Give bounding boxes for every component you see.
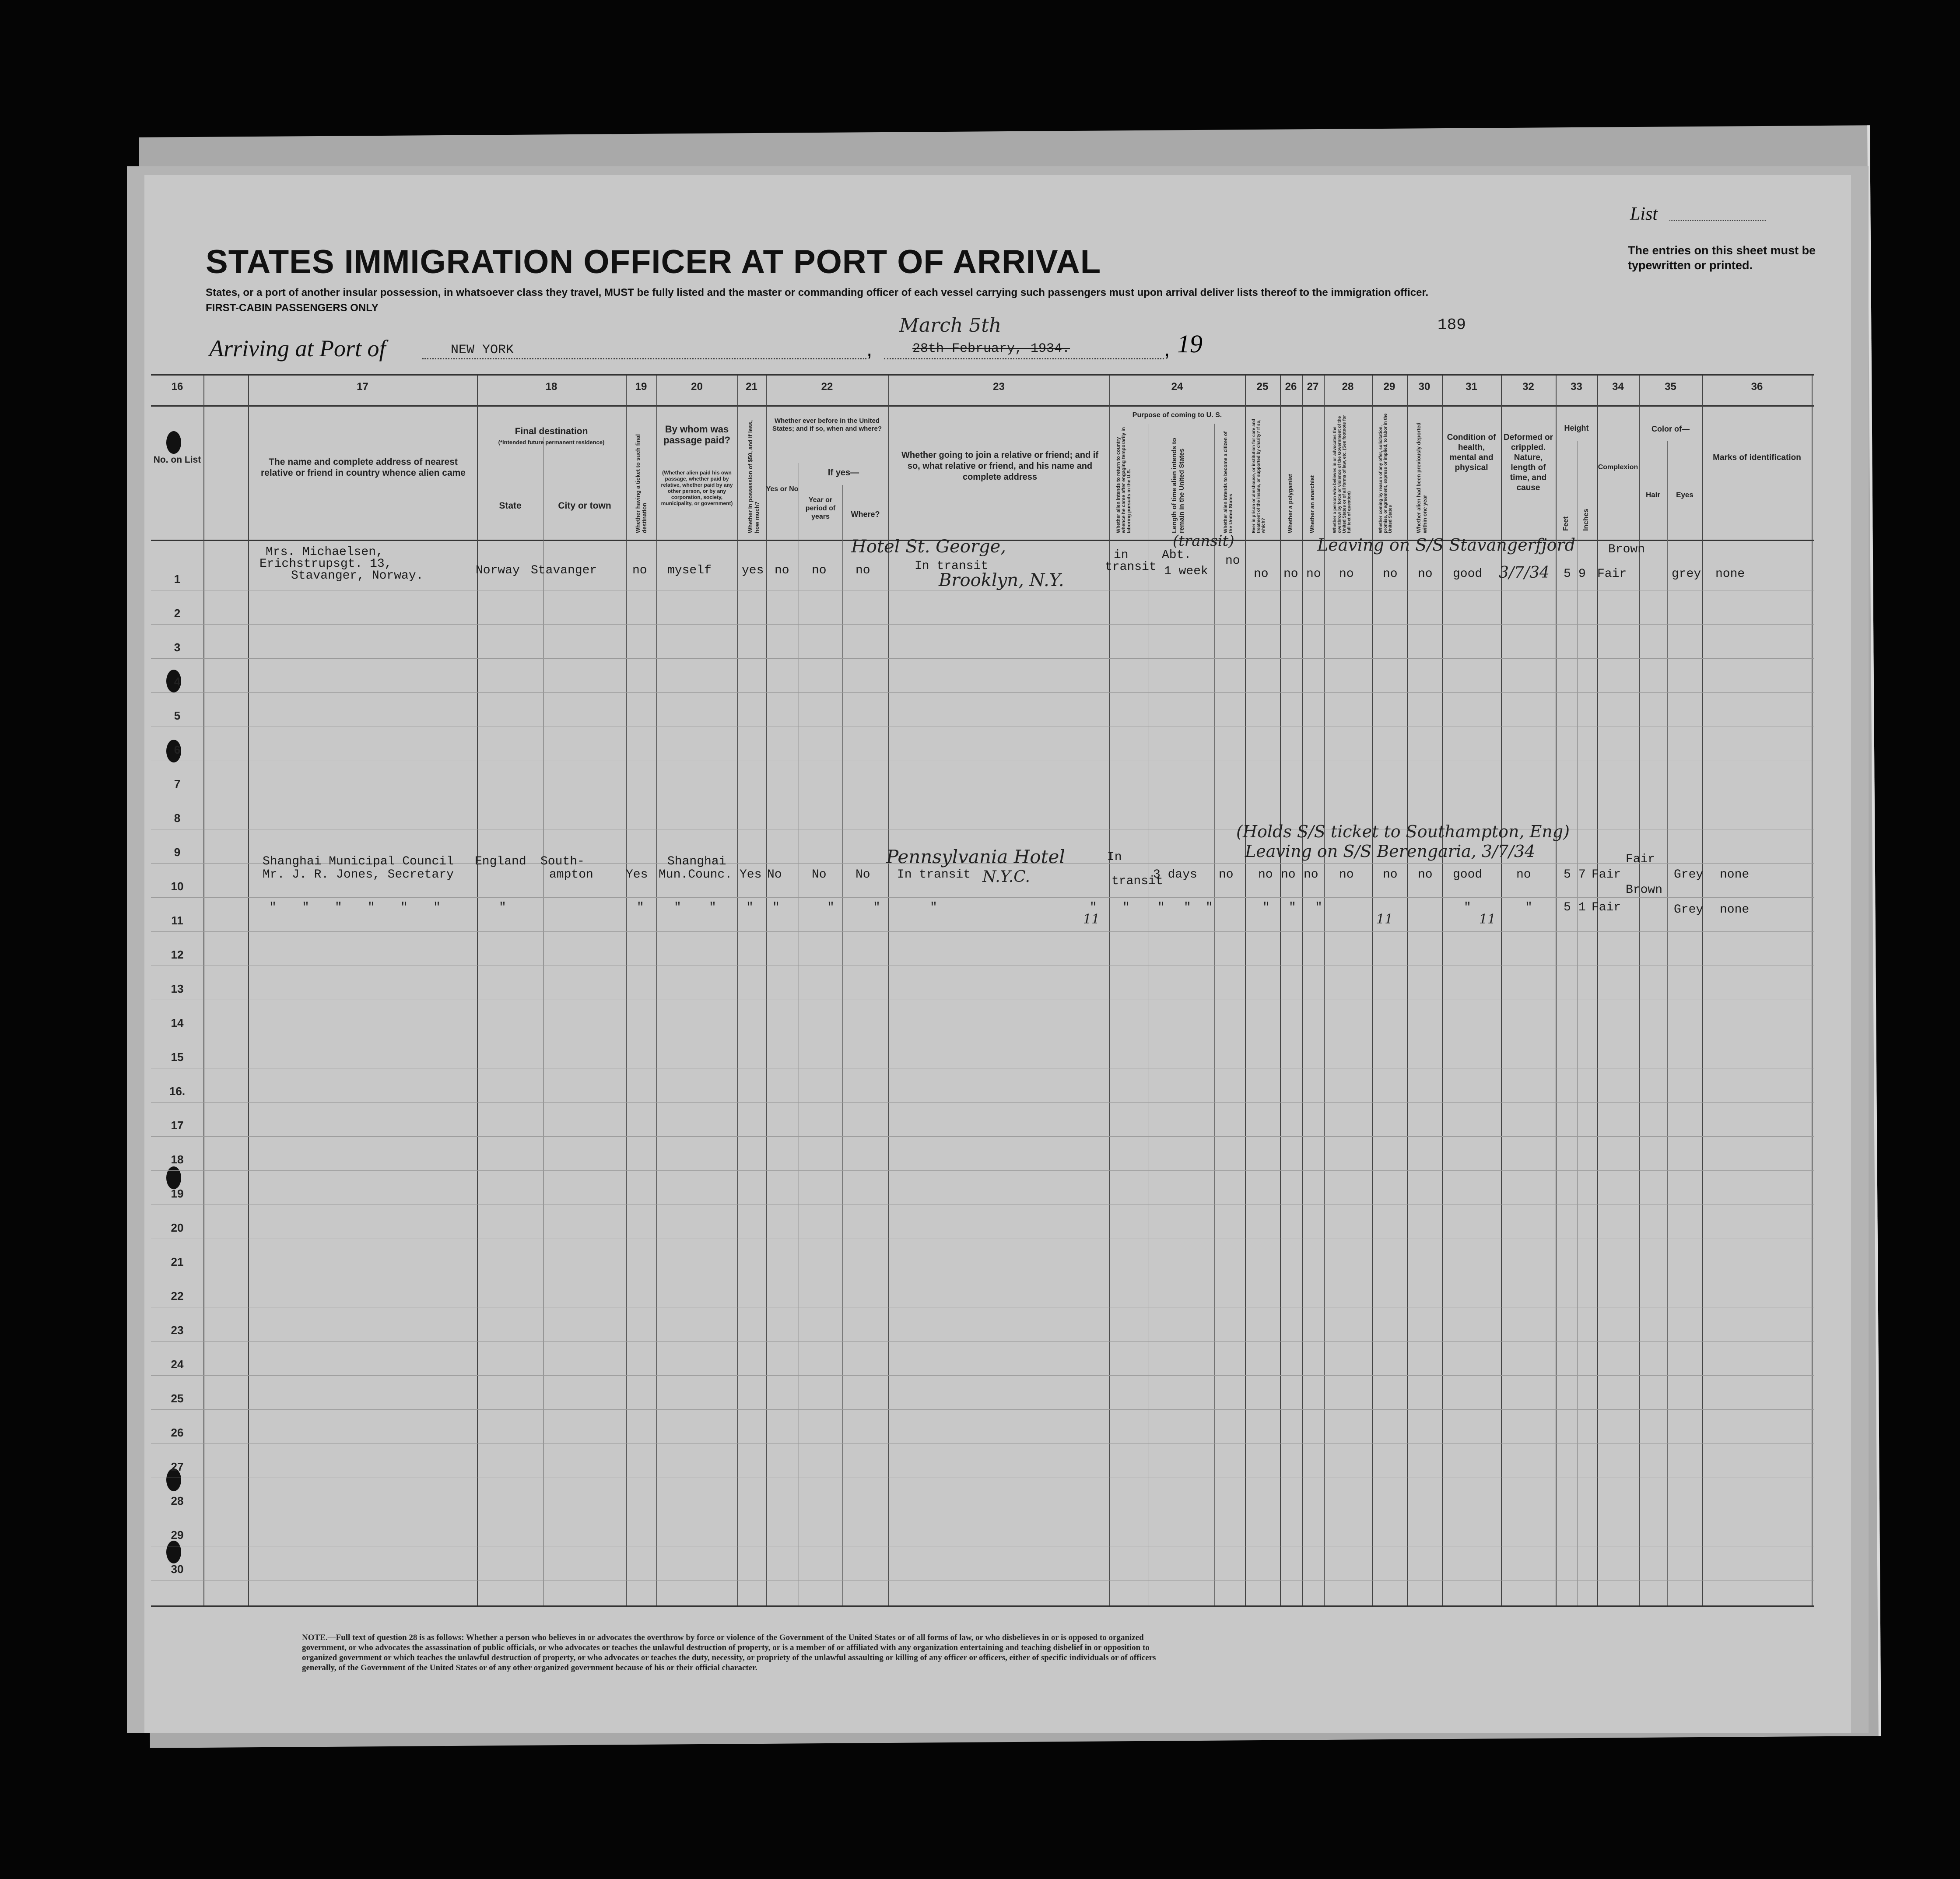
row-number: 25 [171, 1392, 184, 1405]
row-number: 4 [174, 675, 181, 688]
row11-eyes: Grey [1674, 903, 1704, 917]
row-number: 10 [171, 880, 184, 893]
row1-join: In transit [915, 559, 989, 573]
row1-marks: none [1715, 567, 1745, 581]
row-line [151, 624, 1814, 625]
header-anarchist: Whether an anarchist [1309, 475, 1315, 533]
row9-city: South- [540, 855, 585, 868]
column-number: 34 [1612, 381, 1624, 393]
row10-passage-paid: Mun.Counc. [659, 868, 733, 882]
row-number: 1 [174, 572, 181, 586]
column-number: 31 [1466, 381, 1477, 393]
column-number: 35 [1665, 381, 1676, 393]
row1-money: yes [742, 564, 764, 577]
row1-passage-paid: myself [667, 564, 712, 577]
header-prison: Ever in prison or almshouse, or institution for care and treatment of the insane, or supported by charity? If so, which? [1252, 418, 1266, 533]
ditto-mark: " [709, 901, 716, 914]
ditto-mark: " [637, 901, 644, 914]
row-number: 9 [174, 846, 181, 859]
row1-state: Norway [476, 564, 520, 577]
column-number: 21 [746, 381, 757, 393]
row1-purpose-a2: transit [1105, 560, 1157, 574]
ditto-mark: " [400, 901, 408, 914]
row1-q30: no [1418, 567, 1433, 581]
row1-purpose-b-hand: (transit) [1173, 532, 1234, 550]
row1-complexion: Fair [1597, 567, 1627, 581]
ditto-mark: " [1315, 901, 1322, 914]
row-number: 18 [171, 1153, 184, 1166]
column-number: 16 [171, 381, 183, 393]
header-if-yes: If yes— [827, 468, 859, 478]
row10-q30: no [1418, 868, 1433, 882]
header-q29: Whether coming by reason of any offer, solicitation, promise, or agreement, express or implied, to labor in the United States [1378, 413, 1393, 533]
row9-holds-hand: (Holds S/S ticket to Southampton, Eng) [1236, 822, 1570, 841]
ditto-mark: " [1090, 901, 1097, 914]
date-handwritten: March 5th [899, 314, 1002, 337]
column-number: 18 [545, 381, 557, 393]
header-polygamist: Whether a polygamist [1287, 474, 1294, 533]
row-number: 12 [171, 948, 184, 961]
column-number: 23 [993, 381, 1005, 393]
column-number: 25 [1256, 381, 1269, 393]
row-number: 11 [171, 914, 183, 927]
row-line [151, 1341, 1814, 1342]
list-label: List [1630, 204, 1658, 224]
row-line [151, 1170, 1814, 1171]
column-number: 32 [1522, 381, 1534, 393]
column-number: 33 [1571, 381, 1582, 393]
row-line [151, 1443, 1814, 1444]
ditto-mark: " [302, 901, 309, 914]
header-purpose-c: Whether alien intends to become a citizen of the United States [1223, 431, 1234, 533]
column-number: 20 [691, 381, 703, 393]
row1-ticket: no [632, 564, 647, 577]
list-number-line [1669, 220, 1766, 221]
header-state: State [499, 501, 522, 511]
row-line [151, 1375, 1814, 1376]
header-feet: Feet [1562, 516, 1570, 531]
ditto-mark: " [269, 901, 277, 914]
page-number: 189 [1438, 316, 1466, 334]
row-line [151, 931, 1814, 932]
row-number: 24 [171, 1358, 184, 1371]
row-number: 13 [171, 982, 184, 995]
header-q30: Whether alien had been previously deported within one year [1416, 422, 1428, 533]
column-number: 24 [1171, 381, 1183, 393]
row10-join-hand2: N.Y.C. [982, 868, 1030, 886]
column-number: 22 [821, 381, 833, 393]
row10-purpose-a: In [1107, 850, 1122, 864]
header-purpose-b: Length of time alien intends to remain in the United States [1171, 438, 1185, 533]
arriving-label: Arriving at Port of [209, 335, 386, 362]
manifest-table [151, 374, 1814, 1607]
row-number: 8 [174, 811, 181, 825]
row-line [151, 897, 1814, 898]
row1-hair: Brown [1608, 543, 1645, 556]
row10-eyes: Grey [1674, 868, 1704, 882]
port-line [422, 358, 866, 359]
row10-q29: no [1383, 868, 1398, 882]
header-complexion: Complexion [1598, 464, 1638, 471]
row1-where: no [856, 564, 870, 577]
row10-money: Yes [740, 868, 762, 882]
row1-purpose-b: Abt. [1162, 548, 1192, 562]
row10-where: No [856, 868, 870, 882]
row-line [151, 1409, 1814, 1410]
row10-city: ampton [549, 868, 593, 882]
typed-note: The entries on this sheet must be typewritten or printed. [1628, 244, 1816, 272]
column-number: 19 [635, 381, 647, 393]
row1-relative-street: Erichstrupsgt. 13, [259, 557, 392, 571]
row-number: 5 [174, 709, 181, 722]
row10-ticket: Yes [626, 868, 648, 882]
header-deformed: Deformed or crippled. Nature, length of time, and cause [1504, 433, 1553, 492]
ditto-mark: " [827, 901, 834, 914]
row1-relative-name: Mrs. Michaelsen, [266, 545, 383, 559]
row-number: 15 [171, 1050, 184, 1064]
header-passage-paid-note: (Whether alien paid his own passage, whether paid by relative, whether paid by any other person, or by any corporation, society, municipality, or government) [661, 470, 733, 506]
page-title: STATES IMMIGRATION OFFICER AT PORT OF ARRIVAL [206, 243, 1101, 281]
header-final-destination-note: (*Intended future permanent residence) [498, 439, 605, 446]
year-label: 19 [1177, 330, 1203, 358]
row10-period: No [812, 868, 827, 882]
row1-feet: 5 [1564, 567, 1571, 581]
row11-feet: 5 [1564, 901, 1571, 914]
header-where: Where? [851, 510, 880, 519]
row-number: 16. [169, 1085, 186, 1098]
date-line [884, 358, 1164, 359]
header-q28: Whether a person who believes in or advocates the overthrow by force or violence of the Government of the United States or of all forms of law, etc. (See footnote for full text of question) [1332, 415, 1352, 533]
column-number: 17 [357, 381, 368, 393]
ditto-mark: " [1289, 901, 1296, 914]
row10-purpose-a2: transit [1111, 875, 1163, 888]
row10-q28: no [1339, 868, 1354, 882]
row-number: 30 [171, 1563, 184, 1576]
instructions-text: States, or a port of another insular possession, in whatsoever class they travel, MUST be fully listed and the master or commanding officer of each vessel carrying such passengers must upon arrival deliver lists thereof to the immigration officer. [206, 287, 1429, 299]
header-height: Height [1564, 424, 1589, 432]
header-eyes: Eyes [1676, 491, 1694, 499]
row10-polygamist: no [1281, 868, 1296, 882]
header-money: Whether in possession of $50, and if less, how much? [747, 420, 760, 533]
ditto-mark: " [674, 901, 681, 914]
row10-purpose-b: 3 days [1153, 868, 1197, 882]
column-number: 28 [1342, 381, 1354, 393]
row1-polygamist: no [1283, 567, 1298, 581]
column-number: 29 [1383, 381, 1395, 393]
column-number: 36 [1751, 381, 1763, 393]
ditto-mark: " [746, 901, 754, 914]
ditto-mark: " [433, 901, 441, 914]
row11-inches: 1 [1578, 901, 1586, 914]
ditto-mark: " [335, 901, 342, 914]
ditto-mark: " [499, 901, 506, 914]
column-number: 26 [1285, 381, 1297, 393]
row11-ditto-hand: 11 [1376, 912, 1393, 927]
header-relative-address: The name and complete address of nearest relative or friend in country whence alien came [261, 457, 466, 478]
row-number: 6 [174, 743, 181, 756]
header-final-destination: Final destination [515, 426, 588, 436]
row11-ditto-hand: 11 [1083, 912, 1100, 927]
row-line [151, 1102, 1814, 1103]
header-color-of: Color of— [1651, 425, 1690, 433]
header-inches: Inches [1582, 509, 1590, 531]
column-number: 30 [1418, 381, 1431, 393]
row-number: 19 [171, 1187, 184, 1200]
row-number: 14 [171, 1016, 184, 1029]
header-hair: Hair [1645, 491, 1661, 499]
row10-leaving-hand: Leaving on S/S Berengaria, 3/7/34 [1245, 842, 1536, 861]
row1-join-hand2: Brooklyn, N.Y. [939, 570, 1064, 590]
ditto-mark: " [772, 901, 780, 914]
row1-prison: no [1254, 567, 1269, 581]
row1-purpose-a: in [1114, 548, 1129, 562]
ditto-mark: " [1262, 901, 1270, 914]
row10-feet: 5 [1564, 868, 1571, 882]
row-number: 22 [171, 1289, 184, 1303]
header-passage-paid: By whom was passage paid? [663, 424, 730, 446]
header-before-us: Whether ever before in the United States; and if so, when and where? [772, 417, 882, 432]
ditto-mark: " [368, 901, 375, 914]
row10-deformed: no [1516, 868, 1531, 882]
row1-join-hand: Hotel St. George, [851, 537, 1006, 557]
header-city: City or town [558, 501, 611, 511]
row10-join: In transit [897, 868, 971, 882]
ditto-mark: " [1122, 901, 1130, 914]
header-yes-no: Yes or No [766, 485, 799, 493]
row10-before: No [767, 868, 782, 882]
ditto-mark: " [1525, 901, 1532, 914]
row10-purpose-c: no [1219, 868, 1234, 882]
row-line [151, 1136, 1814, 1137]
ditto-mark: " [1206, 901, 1213, 914]
header-purpose-a: Whether alien intends to return to country whence he came after engaging temporarily in laboring pursuits in the U.S. [1116, 427, 1132, 533]
row9-passage-paid: Shanghai [667, 855, 726, 868]
ditto-mark: " [1157, 901, 1165, 914]
row1-q28: no [1339, 567, 1354, 581]
row10-inches: 7 [1578, 868, 1586, 882]
row10-anarchist: no [1304, 868, 1318, 882]
column-number: 27 [1307, 381, 1319, 393]
row10-join-hand: Pennsylvania Hotel [886, 846, 1065, 868]
row1-health: good [1453, 567, 1483, 581]
header-joining: Whether going to join a relative or friend; and if so, what relative or friend, and his name and complete address [901, 450, 1099, 482]
row-number: 27 [171, 1460, 184, 1473]
row11-marks: none [1720, 903, 1750, 917]
ditto-mark: " [930, 901, 937, 914]
row9-relative: Shanghai Municipal Council [263, 855, 454, 868]
row1-purpose-b2: 1 week [1164, 565, 1208, 578]
row9-state: England [475, 855, 526, 868]
row10-health: good [1453, 868, 1483, 882]
row-number: 3 [174, 641, 181, 654]
row10-prison: no [1258, 868, 1273, 882]
row-number: 21 [171, 1255, 184, 1268]
row1-period: no [812, 564, 827, 577]
row1-relative-city: Stavanger, Norway. [291, 569, 424, 583]
row-number: 17 [171, 1119, 184, 1132]
header-period: Year or period of years [805, 496, 836, 520]
row-number: 26 [171, 1426, 184, 1439]
row1-purpose-c: no [1225, 554, 1240, 568]
ditto-mark: " [1464, 901, 1471, 914]
ditto-mark: " [873, 901, 880, 914]
row1-anarchist: no [1306, 567, 1321, 581]
row1-before: no [775, 564, 789, 577]
ditto-mark: " [1184, 901, 1191, 914]
row-line [151, 658, 1814, 659]
row9-complexion: Fair [1626, 853, 1655, 866]
row11-complexion: Fair [1592, 901, 1621, 914]
row11-ditto-hand: 11 [1479, 912, 1496, 927]
row1-leaving-hand: Leaving on S/S Stavangerfjord [1317, 535, 1576, 555]
header-ticket: Whether having a ticket to such final destination [635, 434, 648, 533]
row1-inches: 9 [1578, 567, 1586, 581]
row-number: 20 [171, 1221, 184, 1234]
row10-complexion: Fair [1592, 868, 1621, 882]
row-number: 7 [174, 777, 181, 790]
row-line [151, 692, 1814, 693]
port-value: NEW YORK [451, 343, 514, 358]
header-purpose: Purpose of coming to U. S. [1132, 411, 1222, 419]
header-no-on-list: No. on List [153, 455, 201, 465]
row-number: 2 [174, 607, 181, 620]
row10-relative: Mr. J. R. Jones, Secretary [263, 868, 454, 882]
row-number: 23 [171, 1324, 184, 1337]
row11-hair: Brown [1626, 883, 1663, 897]
header-health: Condition of health, mental and physical [1447, 433, 1496, 472]
class-line: FIRST-CABIN PASSENGERS ONLY [206, 302, 379, 314]
date-typed: 28th February, 1934. [912, 341, 1070, 356]
row1-deformed-hand: 3/7/34 [1499, 564, 1550, 582]
header-marks: Marks of identification [1713, 453, 1801, 462]
row1-q29: no [1383, 567, 1398, 581]
row1-city: Stavanger [531, 564, 597, 577]
footnote: NOTE.—Full text of question 28 is as follows: Whether a person who believes in or advocates the overthrow by force or violence of the Government of the United States or of all forms of law, or who disbelieves in or is opposed to organized government, or who advocates the assassination of public officials, or who advocates or teaches the unlawful destruction of property, or is a member of or affiliated with any organization entertaining and teaching disbelief in or opposition to organized government or which teaches the unlawful destruction of property, or who advocates or teaches the duty, necessity, or propriety of the unlawful assaulting or killing of any officer or officers, either of specific individuals or of officers generally, of the Government of the United States or of any other organized government because of his or their official character. [302, 1633, 1156, 1672]
row-number: 28 [171, 1494, 184, 1507]
row1-eyes: grey [1672, 567, 1701, 581]
row-number: 29 [171, 1528, 184, 1542]
row10-marks: none [1720, 868, 1750, 882]
